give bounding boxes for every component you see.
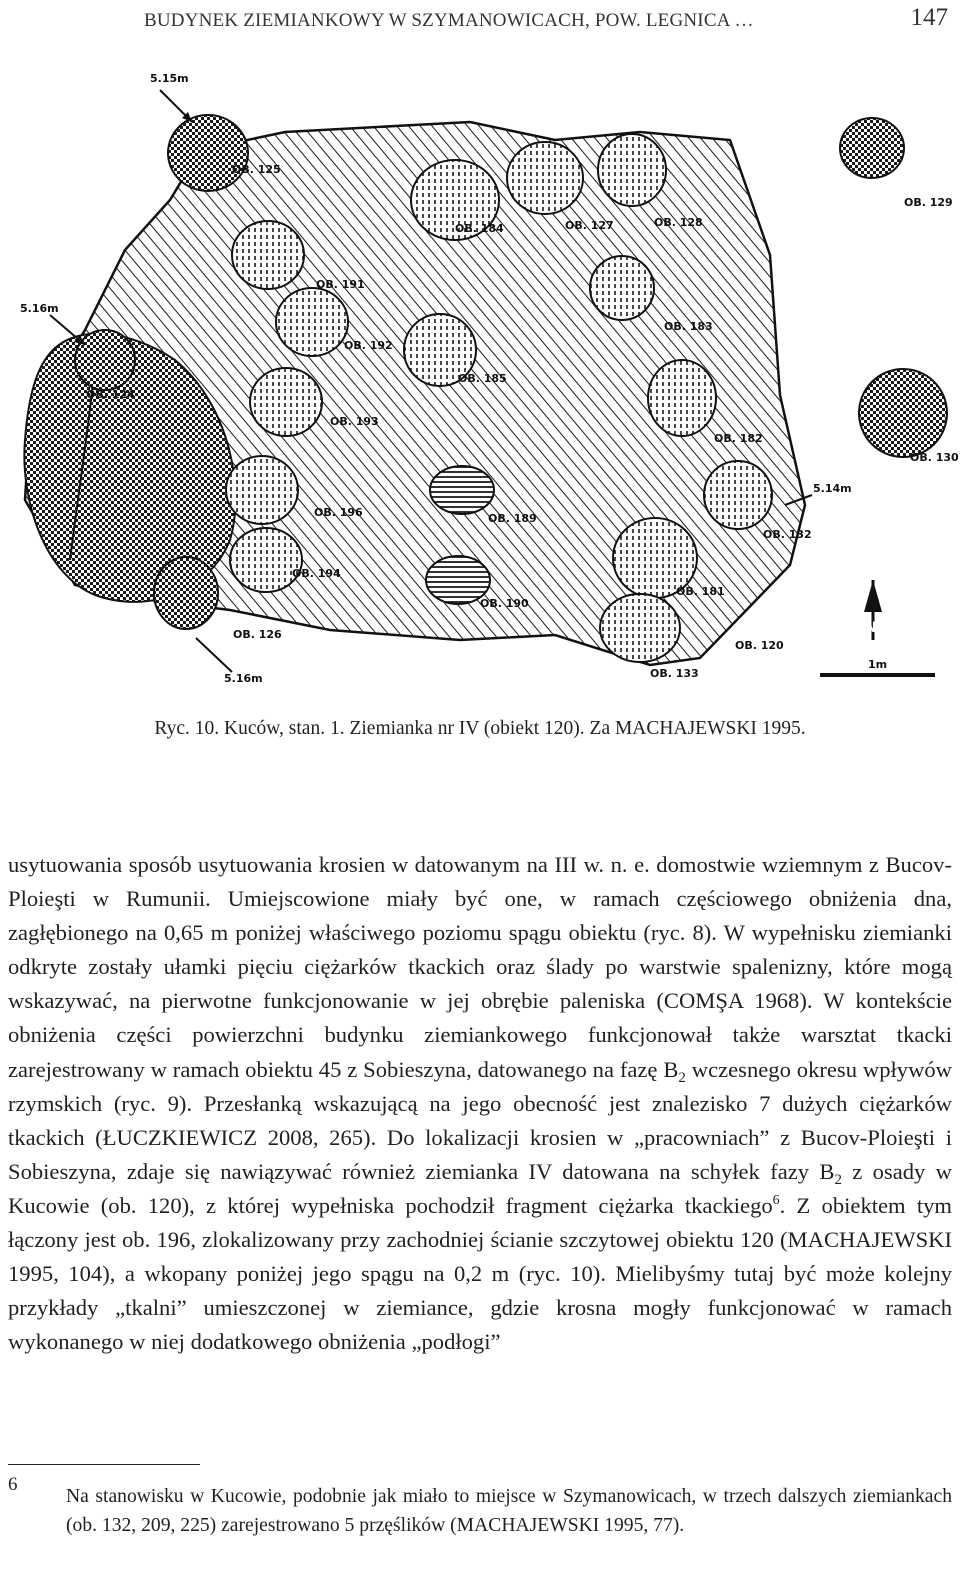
label-ob127: OB. 127 <box>565 219 614 232</box>
footnote-number: 6 <box>8 1474 18 1495</box>
body-subscript: 2 <box>678 1069 686 1086</box>
pit-ob120 <box>600 594 680 662</box>
feature-516m-pit <box>75 330 135 390</box>
pit-ob125 <box>168 115 248 191</box>
label-ob192: OB. 192 <box>344 339 393 352</box>
north-arrow-icon <box>864 580 882 640</box>
pit-ob130 <box>859 369 947 457</box>
north-label: N <box>865 620 877 636</box>
label-ob184: OB. 184 <box>455 222 504 235</box>
body-paragraph <box>8 848 952 1359</box>
label-ob194: OB. 194 <box>292 567 341 580</box>
scale-bar <box>820 658 935 677</box>
label-ob185: OB. 185 <box>458 372 507 385</box>
label-ob128: OB. 128 <box>654 216 703 229</box>
pit-ob183 <box>590 256 654 320</box>
scale-label: 1m <box>868 658 888 671</box>
pit-ob182 <box>648 360 716 436</box>
figure-caption: Ryc. 10. Kuców, stan. 1. Ziemianka nr IV (obiekt 120). Za MACHAJEWSKI 1995. <box>154 718 806 739</box>
body-text-segment: usytuowania sposób usytuowania krosien w datowanym na III w. n. e. domostwie wziemnym z Bucov-Ploieşti w Rumunii. Umiejscowione miały być one, w ramach częściowego obniżenia dna, zagłębionego na 0,65 m poniżej właściwego poziomu spągu obiektu (ryc. 8). W wypełnisku ziemianki odkryte zostały ułamki pięciu ciężarków tkackich oraz ślady po warstwie spalenizny, które mogą wskazywać, na pierwotne funkcjonowanie w jej obrębie paleniska (COMŞA 1968). W kontekście obniżenia części powierzchni budynku ziemiankowego funkcjonował także warsztat tkacki zarejestrowany w ramach obiektu 45 z Sobieszyna, datowanego na fazę B <box>8 852 952 1082</box>
pit-ob191 <box>232 221 304 289</box>
label-ob120: OB. 120 <box>735 639 784 652</box>
label-ob196: OB. 196 <box>314 506 363 519</box>
body-text-segment: . Z obiektem tym łączony jest ob. 196, zlokalizowany przy zachodniej ścianie szczytowej obiektu 120 (MACHAJEWSKI 1995, 104), a wkopany poniżej jego spągu na 0,2 m (ryc. 10). Mielibyśmy tutaj być może kolejny przykłady „tkalni” umieszczonej w ziemiance, gdzie krosna mogły funkcjonować w ramach wykonanego w niej dodatkowego obniżenia „podłogi” <box>8 1192 952 1355</box>
footnote-text: Na stanowisku w Kucowie, podobnie jak miało to miejsce w Szymanowicach, w trzech dalszych ziemiankach (ob. 132, 209, 225) zarejestrowano 5 przęślików (MACHAJEWSKI 1995, 77). <box>66 1486 952 1536</box>
label-ob129: OB. 129 <box>904 196 953 209</box>
pit-ob192 <box>276 288 348 356</box>
pit-ob194 <box>230 528 302 592</box>
label-ob130: OB. 130 <box>910 451 959 464</box>
label-ob190: OB. 190 <box>480 597 529 610</box>
pit-ob189 <box>430 466 494 514</box>
label-ob193: OB. 193 <box>330 415 379 428</box>
pit-ob126 <box>154 557 218 629</box>
label-ob126: OB. 126 <box>233 628 282 641</box>
site-plan-figure <box>0 60 960 700</box>
label-ob124: OB. 124 <box>86 388 135 401</box>
label-ob191: OB. 191 <box>316 278 365 291</box>
label-ob132: OB. 132 <box>763 528 812 541</box>
pit-ob128 <box>598 134 666 206</box>
body-text-segment: z osady w Kucowie (ob. 120), z której wypełniska pochodził fragment ciężarka tkackiego <box>8 1158 952 1218</box>
label-516m-b: 5.16m <box>224 672 263 685</box>
arrow-516m-b <box>196 638 232 672</box>
running-title: BUDYNEK ZIEMIANKOWY W SZYMANOWICACH, POW. LEGNICA … <box>144 10 754 31</box>
label-516m-a: 5.16m <box>20 302 59 315</box>
label-ob125: OB. 125 <box>232 163 281 176</box>
page-number: 147 <box>910 4 948 31</box>
footnote-divider <box>8 1464 200 1465</box>
pit-ob129 <box>840 118 904 178</box>
pit-ob132 <box>704 461 772 529</box>
pit-ob193 <box>250 368 322 436</box>
label-514m: 5.14m <box>813 482 852 495</box>
label-ob181: OB. 181 <box>676 585 725 598</box>
pit-ob196 <box>226 456 298 524</box>
label-ob189: OB. 189 <box>488 512 537 525</box>
label-515m: 5.15m <box>150 72 189 85</box>
label-ob133: OB. 133 <box>650 667 699 680</box>
footnote-reference[interactable]: 6 <box>772 1192 780 1208</box>
pit-ob127 <box>507 142 583 214</box>
label-ob183: OB. 183 <box>664 320 713 333</box>
body-text-segment: wczesnego okresu wpływów rzymskich (ryc. 9). Przesłanką wskazującą na jego obecność jest znalezisko 7 dużych ciężarków tkackich (ŁUCZKIEWICZ 2008, 265). Do lokalizacji krosien w „pracowniach” z Bucov-Ploieşti i Sobieszyna, zdaje się nawiązywać również ziemianka IV datowana na schyłek fazy B <box>8 1056 952 1184</box>
site-plan-drawing <box>0 60 960 700</box>
label-ob182: OB. 182 <box>714 432 763 445</box>
running-header <box>0 2 960 38</box>
body-subscript: 2 <box>834 1171 842 1188</box>
